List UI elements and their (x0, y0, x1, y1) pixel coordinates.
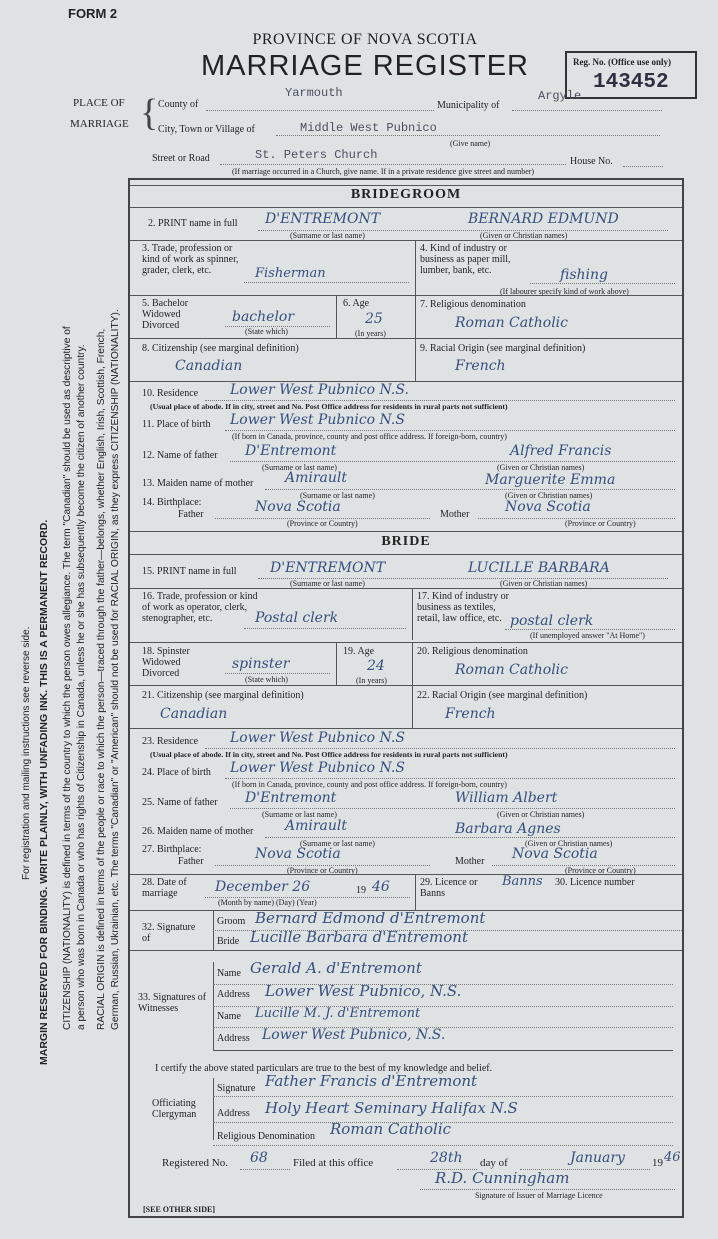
bride-given-names: LUCILLE BARBARA (468, 560, 610, 576)
street-label: Street or Road (152, 153, 210, 164)
bride-residence-caption: (Usual place of abode. If in city, street and No. Post Office address for residents in rural parts not sufficient) (150, 750, 508, 759)
w1-address-label: Address (217, 989, 250, 1000)
groom-bp-father-label: Father (178, 509, 204, 520)
street-caption: (If marriage occurred in a Church, give name. If in a private residence give street and number) (232, 167, 535, 176)
groom-mother-given-caption: (Given or Christian names) (505, 491, 593, 500)
groom-residence-caption: (Usual place of abode. If in city, street and No. Post Office address for residents in rural parts not sufficient) (150, 402, 508, 411)
bride-mother-given: Barbara Agnes (455, 821, 561, 837)
groom-name-label: 2. PRINT name in full (148, 218, 238, 229)
w2-name-label: Name (217, 1011, 241, 1022)
groom-mother-surname: Amirault (285, 470, 348, 486)
filed-label: Filed at this office (293, 1157, 374, 1169)
clergy-signature: Father Francis d'Entremont (265, 1072, 478, 1090)
marriage-year-prefix: 19 (356, 885, 366, 896)
witness2-name: Lucille M. J. d'Entremont (255, 1006, 421, 1021)
bride-given-caption: (Given or Christian names) (500, 579, 588, 588)
groom-citizenship-label: 8. Citizenship (see marginal definition) (142, 343, 299, 354)
groom-father-birthplace: Nova Scotia (255, 499, 341, 515)
place-brace: { (140, 92, 159, 134)
groom-status: bachelor (232, 309, 295, 325)
filed-year-prefix: 19 (652, 1157, 663, 1169)
groom-mother-bp-caption: (Province or Country) (565, 519, 636, 528)
bride-mother-birthplace: Nova Scotia (512, 846, 598, 862)
groom-religion-label: 7. Religious denomination (420, 299, 526, 310)
licence-label: 29. Licence or Banns (420, 877, 478, 899)
bride-birthplace: Lower West Pubnico N.S (230, 760, 405, 776)
groom-age-caption: (In years) (355, 329, 386, 338)
bride-father-given-caption: (Given or Christian names) (497, 810, 585, 819)
bride-mother-given-caption: (Given or Christian names) (525, 839, 613, 848)
bride-mother-surname-caption: (Surname or last name) (300, 839, 375, 848)
groom-age: 25 (365, 311, 383, 327)
side-citizenship-def-1: CITIZENSHIP (NATIONALITY) is defined in terms of the country to which the person owes allegiance. The term "Canadian" should be used as descriptive of (62, 326, 73, 1030)
bride-father-surname-caption: (Surname or last name) (262, 810, 337, 819)
groom-industry-caption: (If labourer specify kind of work above) (500, 287, 629, 296)
signature-of-label: 32. Signature of (142, 922, 196, 944)
bride-signature: Lucille Barbara d'Entremont (250, 928, 468, 946)
day-of-label: day of (480, 1157, 508, 1169)
groom-bp-mother-label: Mother (440, 509, 470, 520)
groom-father-given-caption: (Given or Christian names) (497, 463, 585, 472)
clergy-religion: Roman Catholic (330, 1120, 452, 1138)
bride-residence: Lower West Pubnico N.S (230, 730, 405, 746)
see-other-side: [SEE OTHER SIDE] (143, 1205, 216, 1214)
county-label: County of (158, 99, 199, 110)
groom-birthplace-parents-label: 14. Birthplace: (142, 497, 202, 508)
bride-industry-caption: (If unemployed answer "At Home") (530, 631, 645, 640)
bride-father-given: William Albert (455, 790, 558, 806)
groom-sig-label: Groom (217, 916, 246, 927)
groom-residence: Lower West Pubnico N.S. (230, 382, 409, 398)
municipality-value: Argyle (538, 89, 582, 103)
registered-no-label: Registered No. (162, 1157, 228, 1169)
groom-signature: Bernard Edmond d'Entremont (255, 909, 486, 927)
reg-no-label: Reg. No. (Office use only) (573, 57, 671, 67)
bride-racial-label: 22. Racial Origin (see marginal definition) (417, 690, 588, 701)
city-value: Middle West Pubnico (300, 121, 437, 135)
bride-religion: Roman Catholic (455, 662, 568, 678)
give-name-caption: (Give name) (450, 139, 491, 148)
certify-text: I certify the above stated particulars are true to the best of my knowledge and belief. (155, 1063, 493, 1074)
groom-trade-label: 3. Trade, profession or kind of work as spinner, grader, clerk, etc. (142, 243, 239, 276)
side-racial-def-1: RACIAL ORIGIN is defined in terms of the people or race to which the person—traced through the father—belongs, whether English, Irish, Scottish, French, (96, 328, 107, 1030)
issuer-signature: R.D. Cunningham (435, 1169, 570, 1187)
bride-surname: D'ENTREMONT (270, 560, 386, 576)
groom-surname: D'ENTREMONT (265, 211, 381, 227)
groom-residence-label: 10. Residence (142, 388, 199, 399)
bride-age: 24 (367, 658, 385, 674)
bridegroom-heading: BRIDEGROOM (350, 187, 462, 202)
clergy-sig-label: Signature (217, 1083, 256, 1094)
form-number: FORM 2 (68, 6, 118, 21)
province-heading: PROVINCE OF NOVA SCOTIA (252, 31, 478, 48)
bride-birthplace-label: 24. Place of birth (142, 767, 211, 778)
municipality-label: Municipality of (437, 100, 500, 111)
witnesses-label: 33. Signatures of Witnesses (138, 992, 207, 1014)
witness2-address: Lower West Pubnico, N.S. (262, 1027, 446, 1043)
groom-citizenship: Canadian (175, 358, 243, 374)
groom-father-label: 12. Name of father (142, 450, 218, 461)
groom-trade: Fisherman (255, 266, 326, 281)
reg-no-value: 143452 (593, 71, 669, 94)
groom-birthplace: Lower West Pubnico N.S (230, 412, 405, 428)
groom-mother-given: Marguerite Emma (485, 472, 616, 488)
bride-birth-caption: (If born in Canada, province, county and post office address. If foreign-born, country) (232, 780, 507, 789)
groom-mother-birthplace: Nova Scotia (505, 499, 591, 515)
page-title: MARRIAGE REGISTER (201, 50, 529, 82)
bride-surname-caption: (Surname or last name) (290, 579, 365, 588)
groom-father-bp-caption: (Province or Country) (287, 519, 358, 528)
clergy-address: Holy Heart Seminary Halifax N.S (265, 1099, 518, 1117)
groom-father-surname-caption: (Surname or last name) (262, 463, 337, 472)
bride-heading: BRIDE (381, 534, 431, 549)
groom-racial: French (455, 358, 506, 374)
bride-trade-label: 16. Trade, profession or kind of work as operator, clerk, stenographer, etc. (142, 591, 258, 624)
witness1-name: Gerald A. d'Entremont (250, 959, 422, 977)
marriage-date: December 26 (215, 879, 311, 895)
groom-racial-label: 9. Racial Origin (see marginal definition) (420, 343, 586, 354)
clergy-religion-label: Religious Denomination (217, 1131, 316, 1142)
groom-age-label: 6. Age (343, 298, 370, 309)
bride-father-label: 25. Name of father (142, 797, 218, 808)
w2-address-label: Address (217, 1033, 250, 1044)
marriage-label: MARRIAGE (70, 118, 129, 130)
issuer-caption: Signature of Issuer of Marriage Licence (475, 1191, 603, 1200)
side-racial-def-2: German, Russian, Ukrainian, etc. The terms "Canadian" or "American" should not be used for RACIAL ORIGIN, as they express CITIZENSHIP (NATIONALITY). (110, 309, 121, 1030)
reg-no-box (565, 51, 697, 99)
bride-sig-label: Bride (217, 936, 240, 947)
county-value: Yarmouth (285, 86, 343, 100)
groom-given-caption: (Given or Christian names) (480, 231, 568, 240)
w1-name-label: Name (217, 968, 241, 979)
groom-status-label: 5. Bachelor Widowed Divorced (142, 298, 189, 331)
filed-day: 28th (430, 1150, 463, 1166)
licence-number-label: 30. Licence number (555, 877, 635, 888)
witness1-address: Lower West Pubnico, N.S. (265, 982, 462, 1000)
officiating-label: Officiating Clergyman (152, 1098, 197, 1120)
bride-mother-bp-caption: (Province or Country) (565, 866, 636, 875)
clergy-address-label: Address (217, 1108, 250, 1119)
bride-trade: Postal clerk (255, 610, 339, 626)
street-value: St. Peters Church (255, 148, 378, 162)
groom-father-given: Alfred Francis (510, 443, 612, 459)
groom-surname-caption: (Surname or last name) (290, 231, 365, 240)
side-instructions: For registration and mailing instructions see reverse side. (21, 626, 32, 880)
side-margin-notice: MARGIN RESERVED FOR BINDING. WRITE PLAINLY, WITH UNFADING INK. THIS IS A PERMANENT RECORD. (38, 519, 50, 1065)
filed-month: January (570, 1150, 625, 1166)
groom-birthplace-label: 11. Place of birth (142, 419, 211, 430)
bride-religion-label: 20. Religious denomination (417, 646, 528, 657)
groom-industry-label: 4. Kind of industry or business as paper mill, lumber, bank, etc. (420, 243, 511, 276)
bride-status-label: 18. Spinster Widowed Divorced (142, 646, 190, 679)
bride-father-bp-caption: (Province or Country) (287, 866, 358, 875)
bride-father-birthplace: Nova Scotia (255, 846, 341, 862)
marriage-date-label: 28. Date of marriage (142, 877, 187, 899)
groom-birth-caption: (If born in Canada, province, county and post office address. If foreign-born, country) (232, 432, 507, 441)
bride-mother-surname: Amirault (285, 818, 348, 834)
groom-industry: fishing (560, 267, 608, 283)
groom-given-names: BERNARD EDMUND (468, 211, 619, 227)
bride-state-caption: (State which) (245, 675, 288, 684)
registered-no: 68 (250, 1150, 268, 1166)
bride-bp-father-label: Father (178, 856, 204, 867)
marriage-year: 46 (372, 879, 390, 895)
house-label: House No. (570, 156, 613, 167)
bride-residence-label: 23. Residence (142, 736, 199, 747)
bride-racial: French (445, 706, 496, 722)
bride-age-label: 19. Age (343, 646, 375, 657)
city-label: City, Town or Village of (158, 124, 255, 135)
bride-mother-label: 26. Maiden name of mother (142, 826, 254, 837)
bride-status: spinster (232, 656, 290, 672)
bride-industry-label: 17. Kind of industry or business as textiles, retail, law office, etc. (417, 591, 509, 624)
groom-father-surname: D'Entremont (245, 443, 337, 459)
groom-mother-label: 13. Maiden name of mother (142, 478, 254, 489)
side-citizenship-def-2: a person who was born in Canada or who has rights of Citizenship in Canada, unless he or she has subsequently become the citizen of another country. (76, 344, 87, 1030)
bride-age-caption: (In years) (356, 676, 387, 685)
marriage-date-caption: (Month by name) (Day) (Year) (218, 898, 317, 907)
groom-religion: Roman Catholic (455, 315, 568, 331)
bride-citizenship: Canadian (160, 706, 228, 722)
bride-father-surname: D'Entremont (245, 790, 337, 806)
bride-name-label: 15. PRINT name in full (142, 566, 237, 577)
bride-citizenship-label: 21. Citizenship (see marginal definition) (142, 690, 304, 701)
filed-year: 46 (664, 1150, 681, 1165)
bride-industry: postal clerk (510, 613, 594, 629)
groom-mother-surname-caption: (Surname or last name) (300, 491, 375, 500)
bride-bp-mother-label: Mother (455, 856, 485, 867)
place-of-label: PLACE OF (73, 97, 125, 109)
groom-state-caption: (State which) (245, 327, 288, 336)
licence-value: Banns (502, 874, 543, 889)
bride-birthplace-parents-label: 27. Birthplace: (142, 844, 202, 855)
